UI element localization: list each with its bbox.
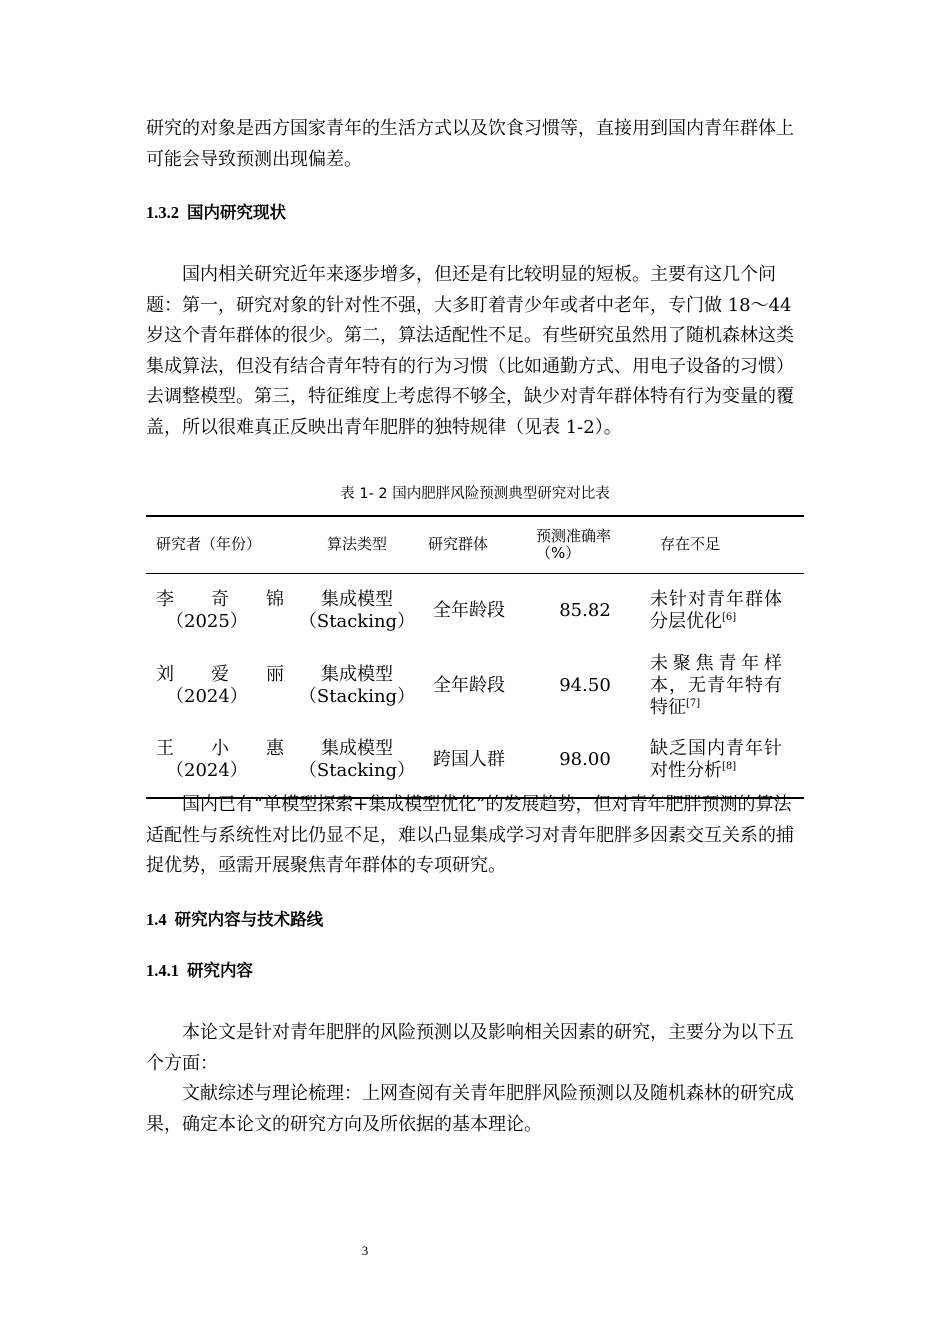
author-name: 李 奇 锦 (156, 588, 284, 610)
cell-algorithm: 集成模型 （Stacking） (298, 588, 416, 632)
citation-ref: [8] (722, 761, 737, 772)
citation-ref: [7] (686, 697, 701, 709)
section-heading-1-4-1 (146, 960, 253, 982)
cell-author (146, 648, 296, 723)
author-year: （2025） (166, 610, 248, 632)
section-heading-1-3-2 (146, 202, 286, 224)
header-accuracy (520, 516, 650, 573)
cell-group: 全年龄段 (433, 599, 505, 621)
header-shortcoming: 存在不足 (650, 516, 804, 573)
paragraph-after-table: 国内已有“单模型探索+集成模型优化”的发展趋势，但对青年肥胖预测的算法适配性与系统性对比仍显不足，难以凸显集成学习对青年肥胖多因素交互关系的捕捉优势，亟需开展聚焦青年群体的专项研究。 (146, 794, 794, 876)
table-caption: 表 1- 2 国内肥胖风险预测典型研究对比表 (340, 486, 610, 502)
header-accuracy-unit: （%） (536, 543, 581, 562)
header-group: 研究群体 (418, 516, 520, 573)
table-row (146, 723, 804, 798)
author-name: 刘 爱 丽 (156, 663, 284, 685)
cell-accuracy: 94.50 (559, 674, 611, 696)
comparison-table (146, 515, 804, 799)
author-year: （2024） (166, 760, 248, 781)
section-title: 研究内容与技术路线 (174, 910, 324, 929)
section-heading-1-4 (146, 909, 323, 931)
cell-group: 全年龄段 (433, 674, 505, 696)
cell-shortcoming: 未聚焦青年样本，无青年特有特征[7] (650, 652, 782, 718)
paragraph-domestic-research: 国内相关研究近年来逐步增多，但还是有比较明显的短板。主要有这几个问题：第一，研究对象的针对性不强，大多盯着青少年或者中老年，专门做 18～44 岁这个青年群体的很少。第二，算法适配性不足。有些研究虽然用了随机森林这类集成算法，但没有结合青年特有的行为习惯（比如通勤方式、用电子设备的习惯）去调整模型。第三，特征维度上考虑得不够全，缺少对青年群体特有行为变量的覆盖，所以很难真正反映出青年肥胖的独特规律（见表 1-2）。 (146, 264, 794, 438)
page-number: 3 (361, 1243, 369, 1258)
paragraph-research-content: 本论文是针对青年肥胖的风险预测以及影响相关因素的研究，主要分为以下五个方面： (146, 1022, 794, 1074)
section-title: 研究内容 (187, 961, 253, 980)
table-row (146, 648, 804, 723)
cell-author (146, 573, 296, 648)
cell-algorithm: 集成模型 （Stacking） (296, 723, 418, 798)
author-year: （2024） (166, 685, 248, 707)
section-number: 1.4.1 (146, 961, 179, 980)
cell-shortcoming: 未针对青年群体分层优化[6] (650, 588, 782, 632)
cell-shortcoming: 缺乏国内青年针对性分析[8] (650, 723, 804, 798)
table-row (146, 573, 804, 648)
header-accuracy-label: 预测准确率 (536, 526, 612, 545)
cell-accuracy: 85.82 (559, 599, 611, 621)
cell-group: 跨国人群 (418, 723, 520, 798)
section-number: 1.3.2 (146, 203, 179, 222)
table-header-row (146, 516, 804, 573)
cell-author (146, 723, 296, 798)
cell-accuracy: 98.00 (520, 723, 650, 798)
cell-algorithm: 集成模型 （Stacking） (298, 663, 416, 707)
paragraph-intro-continued: 研究的对象是西方国家青年的生活方式以及饮食习惯等，直接用到国内青年群体上可能会导致预测出现偏差。 (146, 118, 794, 170)
header-author: 研究者（年份） (146, 516, 296, 573)
header-algorithm: 算法类型 (296, 516, 418, 573)
author-name: 王 小 惠 (156, 738, 284, 759)
section-title: 国内研究现状 (187, 203, 286, 222)
citation-ref: [6] (722, 611, 737, 623)
section-number: 1.4 (146, 910, 167, 929)
paragraph-literature-review: 文献综述与理论梳理：上网查阅有关青年肥胖风险预测以及随机森林的研究成果，确定本论文的研究方向及所依据的基本理论。 (146, 1083, 794, 1135)
